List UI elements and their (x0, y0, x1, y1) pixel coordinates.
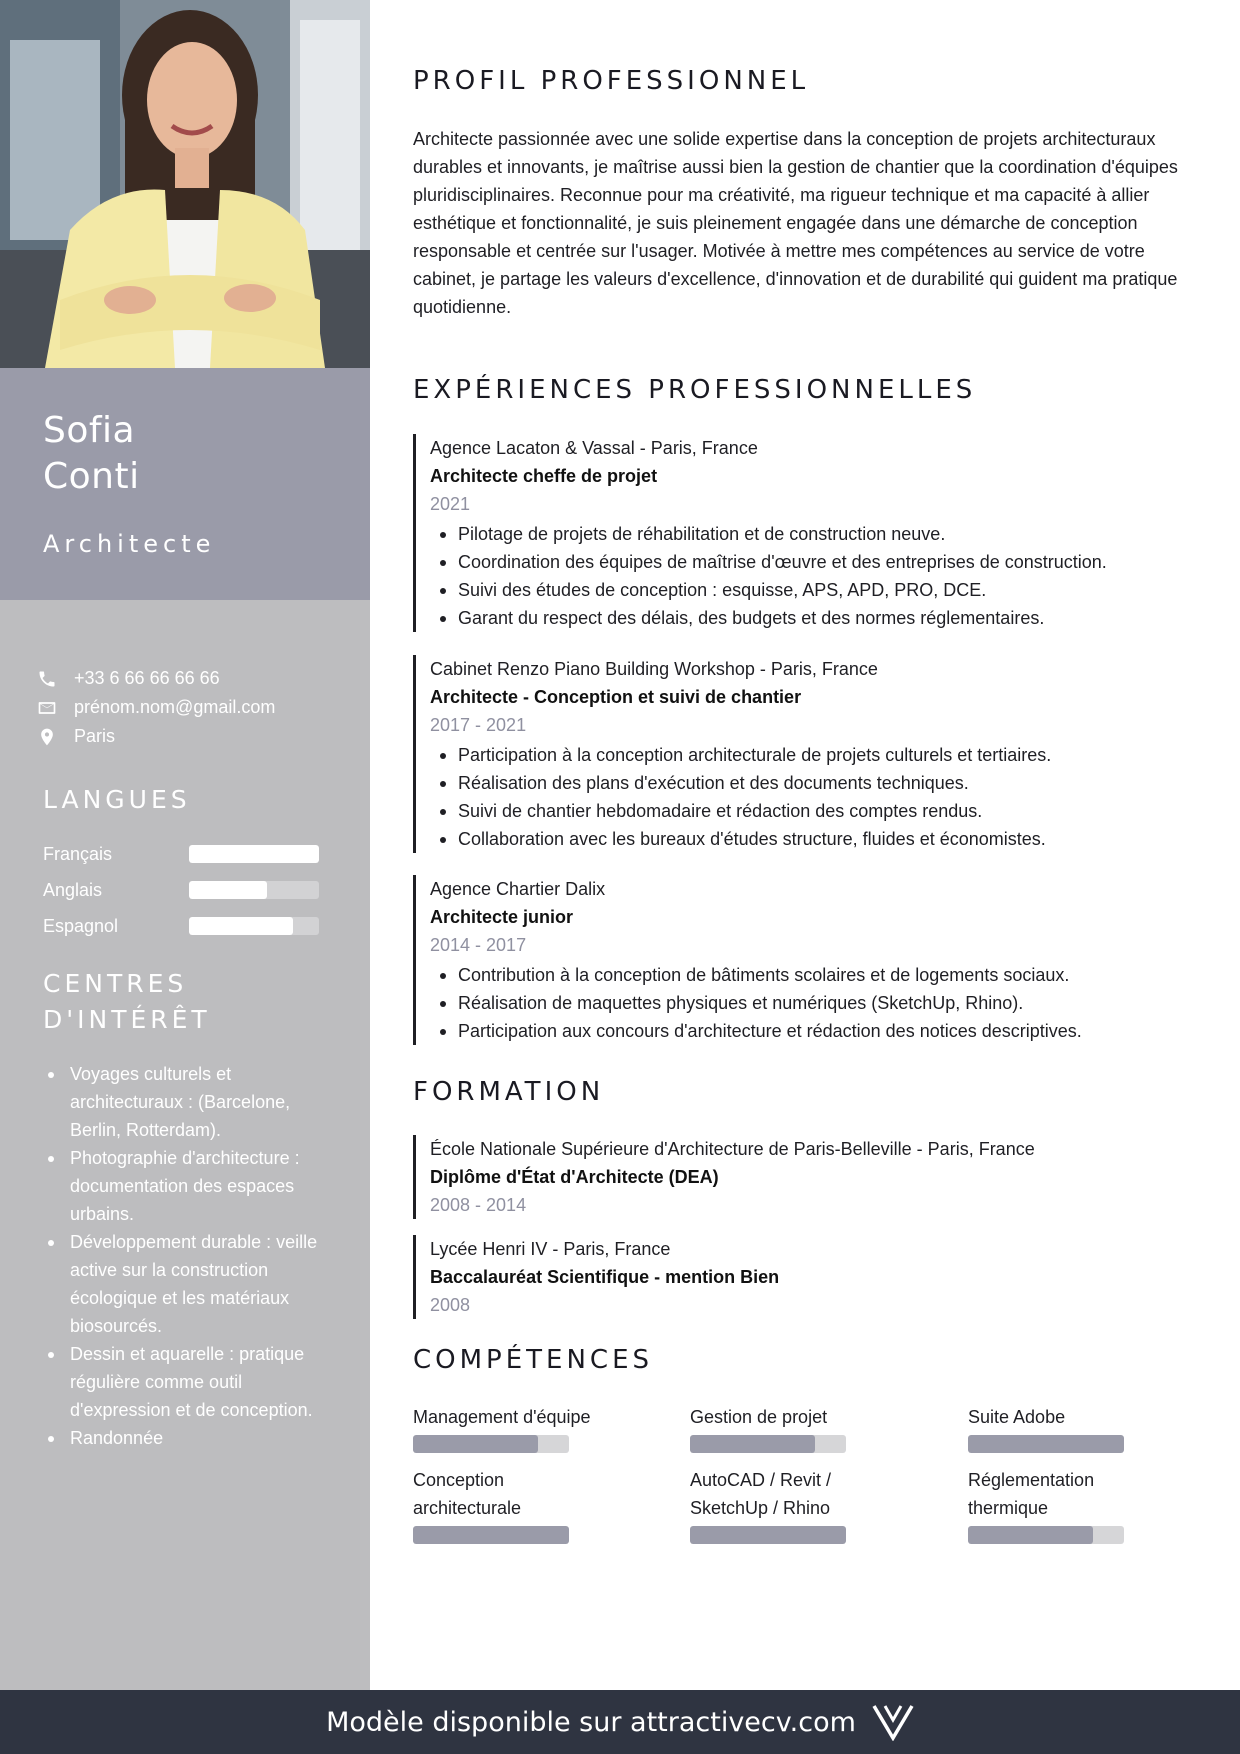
experience-bullets (430, 961, 1223, 1045)
interest-item: Voyages culturels et architecturaux : (Barcelone, Berlin, Rotterdam). (43, 1060, 333, 1144)
contact-list (37, 664, 357, 751)
name-block (0, 368, 370, 600)
language-level-bar (189, 881, 319, 899)
experience-company: Agence Chartier Dalix (430, 879, 606, 899)
skill-bar (690, 1435, 846, 1453)
language-level-bar (189, 845, 319, 863)
language-row (43, 908, 319, 944)
contact-email (37, 693, 357, 722)
location-pin-icon (37, 727, 57, 747)
last-name: Conti (43, 456, 140, 497)
language-level-fill (189, 881, 267, 899)
skill-item (968, 1466, 1168, 1544)
interests-list (43, 1060, 333, 1452)
email-icon (37, 698, 57, 718)
language-level-bar (189, 917, 319, 935)
experience-entry (413, 655, 1223, 853)
interest-item: Développement durable : veille active sur la construction écologique et les matériaux biosourcés. (43, 1228, 333, 1340)
skill-fill (690, 1435, 815, 1453)
phone-text: +33 6 66 66 66 66 (74, 668, 220, 688)
skill-item (690, 1403, 930, 1453)
experience-bullet: Garant du respect des délais, des budgets et des normes réglementaires. (430, 604, 1223, 632)
experience-dates: 2021 (430, 494, 471, 514)
interests-heading-line: CENTRES (43, 969, 188, 998)
language-row (43, 872, 319, 908)
profile-photo (0, 0, 370, 368)
education-entry (413, 1235, 1223, 1319)
skill-item (413, 1403, 653, 1453)
skill-fill (968, 1435, 1124, 1453)
skill-fill (690, 1526, 846, 1544)
profile-heading: PROFIL PROFESSIONNEL (413, 66, 810, 96)
education-degree: Diplôme d'État d'Architecte (DEA) (430, 1167, 719, 1187)
skill-item (413, 1466, 613, 1544)
experience-company: Cabinet Renzo Piano Building Workshop - Paris, France (430, 659, 878, 679)
footer-banner (0, 1690, 1240, 1754)
skill-label: Réglementation thermique (968, 1470, 1095, 1518)
skill-fill (968, 1526, 1093, 1544)
interest-item: Photographie d'architecture : documentation des espaces urbains. (43, 1144, 333, 1228)
contact-location (37, 722, 357, 751)
skill-bar (413, 1435, 569, 1453)
experience-bullet: Pilotage de projets de réhabilitation et de construction neuve. (430, 520, 1223, 548)
language-name: Espagnol (43, 915, 119, 936)
skill-bar (968, 1526, 1124, 1544)
skill-bar (690, 1526, 846, 1544)
experience-bullet: Réalisation des plans d'exécution et des documents techniques. (430, 769, 1223, 797)
profile-text: Architecte passionnée avec une solide expertise dans la conception de projets architecturaux durables et innovants, je maîtrise aussi bien la gestion de chantier que la coordination d'équipes pluridisciplinaires. Reconnue pour ma créativité, ma rigueur technique et ma capacité à allier esthétique et fonctionnalité, je suis pleinement engagée dans une démarche de conception responsable et centrée sur l'usager. Motivée à mettre mes compétences au service de votre cabinet, je partage les valeurs d'excellence, d'innovation et de durabilité qui guident ma pratique quotidienne. (413, 129, 1178, 317)
skill-label: Management d'équipe (413, 1407, 591, 1427)
location-text: Paris (74, 726, 116, 746)
skill-bar (413, 1526, 569, 1544)
education-heading: FORMATION (413, 1077, 605, 1107)
experience-bullets (430, 520, 1223, 632)
phone-icon (37, 669, 57, 689)
experience-bullets (430, 741, 1223, 853)
education-dates: 2008 (430, 1295, 471, 1315)
languages-heading: LANGUES (43, 785, 191, 814)
experience-bullet: Suivi des études de conception : esquisse, APS, APD, PRO, DCE. (430, 576, 1223, 604)
interest-item: Dessin et aquarelle : pratique régulière comme outil d'expression et de conception. (43, 1340, 333, 1424)
experience-bullet: Participation aux concours d'architecture et rédaction des notices descriptives. (430, 1017, 1223, 1045)
skill-bar (968, 1435, 1124, 1453)
job-title: Architecte (43, 530, 216, 558)
experience-heading: EXPÉRIENCES PROFESSIONNELLES (413, 375, 977, 405)
language-name: Français (43, 843, 113, 864)
v-logo-icon (872, 1703, 914, 1741)
interest-item: Randonnée (43, 1424, 333, 1452)
education-school: École Nationale Supérieure d'Architecture de Paris-Belleville - Paris, France (430, 1139, 1035, 1159)
contact-phone (37, 664, 357, 693)
skill-fill (413, 1435, 538, 1453)
footer-text[interactable]: Modèle disponible sur attractivecv.com (326, 1706, 856, 1738)
skill-label: Suite Adobe (968, 1407, 1066, 1427)
experience-entry (413, 434, 1223, 632)
experience-bullet: Suivi de chantier hebdomadaire et rédaction des comptes rendus. (430, 797, 1223, 825)
experience-bullet: Réalisation de maquettes physiques et numériques (SketchUp, Rhino). (430, 989, 1223, 1017)
languages-list (43, 836, 319, 944)
sidebar (0, 0, 370, 1690)
skill-label: Conception architecturale (413, 1470, 522, 1518)
education-dates: 2008 - 2014 (430, 1195, 527, 1215)
first-name: Sofia (43, 410, 136, 451)
language-level-fill (189, 917, 293, 935)
skill-item (968, 1403, 1208, 1453)
email-text: prénom.nom@gmail.com (74, 697, 276, 717)
skills-heading: COMPÉTENCES (413, 1345, 654, 1375)
experience-entry (413, 875, 1223, 1045)
skill-fill (413, 1526, 569, 1544)
experience-role: Architecte cheffe de projet (430, 466, 658, 486)
experience-bullet: Collaboration avec les bureaux d'études structure, fluides et économistes. (430, 825, 1223, 853)
experience-role: Architecte junior (430, 907, 574, 927)
interests-heading-line: D'INTÉRÊT (43, 1005, 211, 1034)
experience-company: Agence Lacaton & Vassal - Paris, France (430, 438, 758, 458)
skill-label: Gestion de projet (690, 1407, 828, 1427)
language-row (43, 836, 319, 872)
education-school: Lycée Henri IV - Paris, France (430, 1239, 671, 1259)
education-entry (413, 1135, 1223, 1219)
experience-bullet: Contribution à la conception de bâtiments scolaires et de logements sociaux. (430, 961, 1223, 989)
experience-bullet: Coordination des équipes de maîtrise d'œuvre et des entreprises de construction. (430, 548, 1223, 576)
language-level-fill (189, 845, 319, 863)
education-degree: Baccalauréat Scientifique - mention Bien (430, 1267, 780, 1287)
language-name: Anglais (43, 879, 103, 900)
experience-dates: 2014 - 2017 (430, 935, 527, 955)
skill-item (690, 1466, 890, 1544)
experience-dates: 2017 - 2021 (430, 715, 527, 735)
interests-heading (43, 966, 343, 1038)
experience-role: Architecte - Conception et suivi de chantier (430, 687, 802, 707)
skill-label: AutoCAD / Revit / SketchUp / Rhino (690, 1470, 832, 1518)
experience-bullet: Participation à la conception architecturale de projets culturels et tertiaires. (430, 741, 1223, 769)
